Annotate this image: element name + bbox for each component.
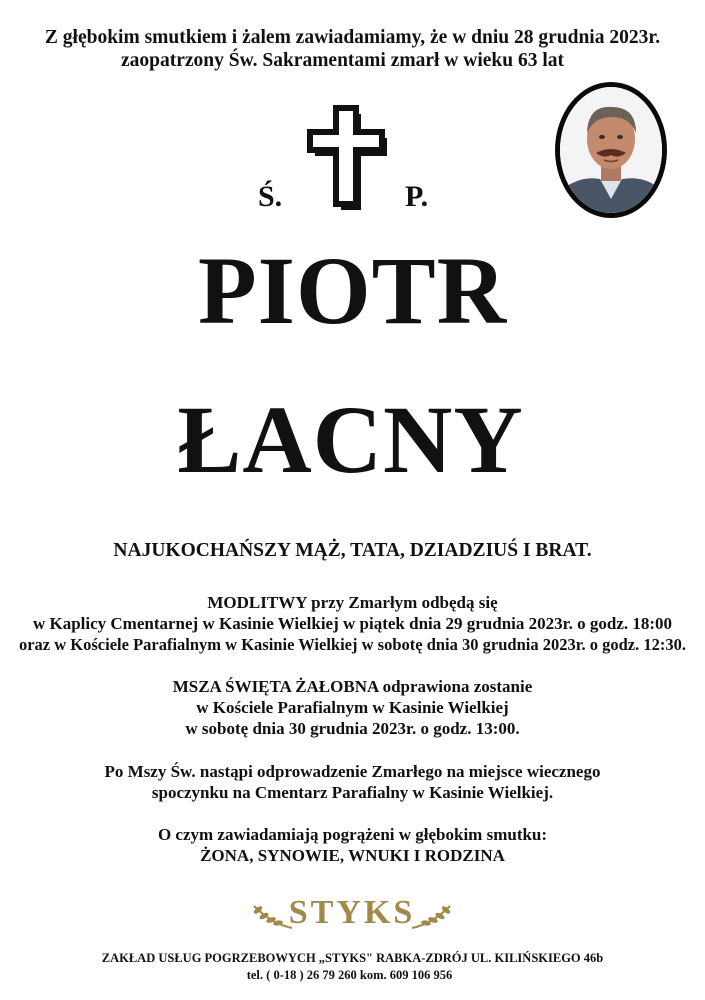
mass-line-2: w Kościele Parafialnym w Kasinie Wielkiej	[196, 698, 509, 717]
styks-logo-text: STYKS	[288, 894, 416, 931]
burial-line-1: Po Mszy Św. nastąpi odprowadzenie Zmarłego na miejsce wiecznego	[104, 762, 601, 781]
prayers-lead: MODLITWY	[207, 593, 307, 612]
mass-line-3: w sobotę dnia 30 grudnia 2023r. o godz. 13:00.	[185, 719, 520, 738]
laurel-icon	[410, 898, 456, 932]
relations-line: NAJUKOCHAŃSZY MĄŻ, TATA, DZIADZIUŚ I BRAT.	[113, 540, 592, 561]
portrait-photo	[555, 82, 667, 218]
prayers-line-2: w Kaplicy Cmentarnej w Kasinie Wielkiej w piątek dnia 29 grudnia 2023r. o godz. 18:00	[32, 614, 673, 633]
mourners-line-1: O czym zawiadamiają pogrążeni w głębokim smutku:	[157, 825, 548, 844]
footer-line-1: ZAKŁAD USŁUG POGRZEBOWYCH „STYKS" RABKA-ZDRÓJ UL. KILIŃSKIEGO 46b	[101, 951, 604, 965]
deceased-first-name: PIOTR	[197, 237, 508, 344]
mass-line-1	[0, 677, 705, 697]
mass-lead: MSZA ŚWIĘTA ŻAŁOBNA	[172, 677, 379, 696]
cross-icon	[300, 100, 390, 215]
mass-lead-rest: odprawiona zostanie	[378, 677, 533, 696]
intro-line-1: Z głębokim smutkiem i żalem zawiadamiamy, że w dniu 28 grudnia 2023r.	[44, 27, 661, 48]
portrait-figure	[560, 87, 662, 213]
sp-right-label: P.	[405, 180, 429, 213]
burial-line-2: spoczynku na Cmentarz Parafialny w Kasinie Wielkiej.	[151, 783, 554, 802]
prayers-lead-rest: przy Zmarłym odbędą się	[306, 593, 498, 612]
prayers-line-1	[0, 593, 705, 613]
sp-left-label: Ś.	[258, 180, 283, 213]
footer-line-2: tel. ( 0-18 ) 26 79 260 kom. 609 106 956	[246, 968, 453, 982]
prayers-line-3: oraz w Kościele Parafialnym w Kasinie Wielkiej w sobotę dnia 30 grudnia 2023r. o godz. 12:30.	[18, 635, 687, 654]
deceased-last-name: ŁACNY	[177, 386, 524, 493]
intro-line-2: zaopatrzony Św. Sakramentami zmarł w wieku 63 lat	[120, 50, 565, 71]
mourners-line-2: ŻONA, SYNOWIE, WNUKI I RODZINA	[200, 846, 505, 865]
